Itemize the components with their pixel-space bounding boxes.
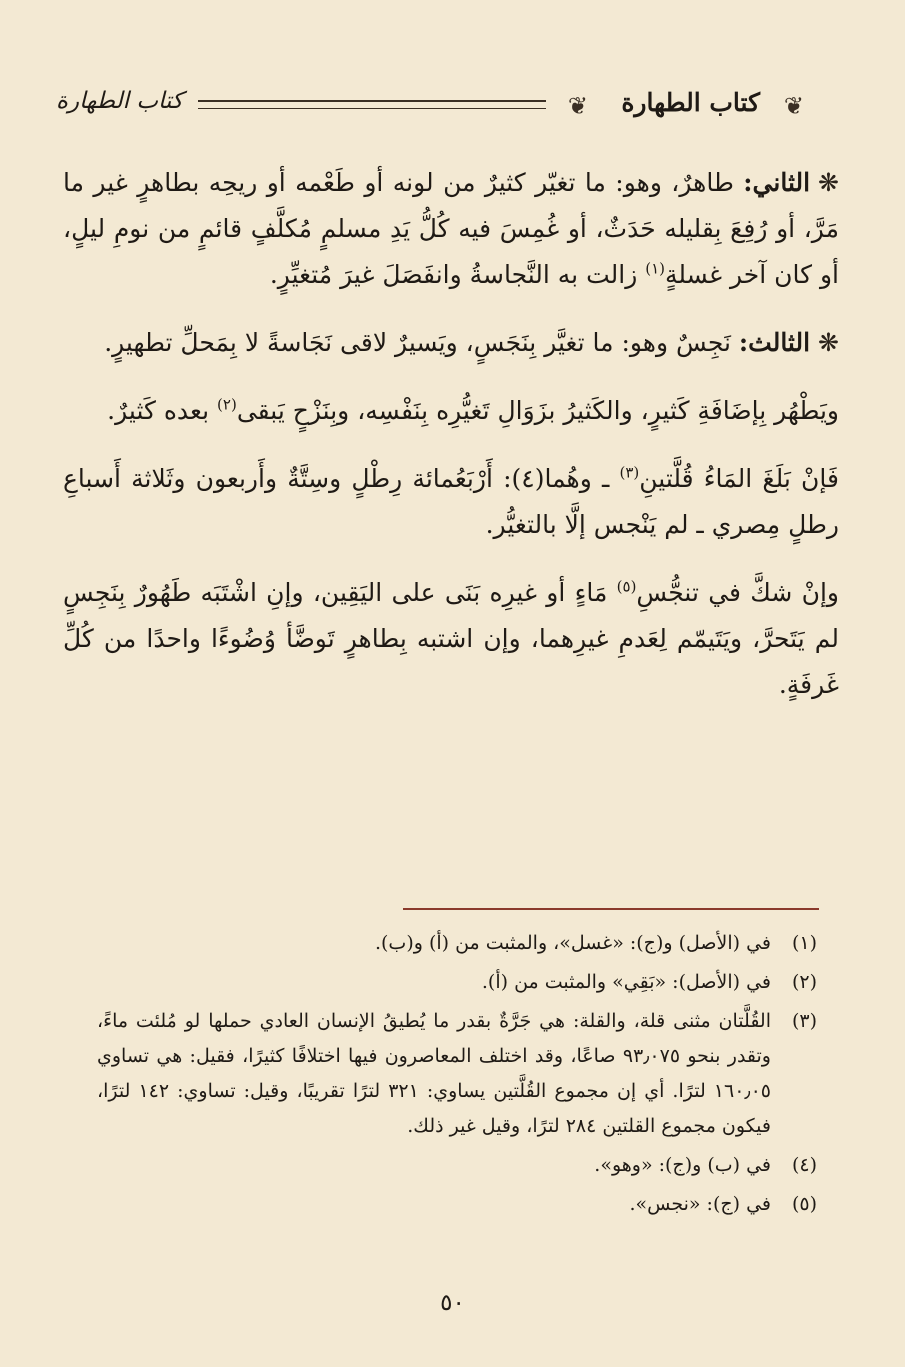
header-title: كتاب الطهارة [621,88,760,117]
footnote-ref[interactable]: (٥) [616,577,637,596]
paragraph-text: ـ وهُما(٤): أَرْبَعُمائة رِطْلٍ وسِتَّةٌ وأَربعون وثَلاثة أَسباعِ رطلٍ مِصري ـ لم يَنْجس إلَّا بالتغيُّر. [63,464,839,539]
paragraph-text: فَإنْ بَلَغَ المَاءُ قُلَّتينِ [639,464,839,493]
paragraph-text: زالت به النَّجاسةُ وانفَصَلَ غيرَ مُتغيِّرٍ. [269,260,646,289]
paragraph [63,570,839,708]
footnote-text: في (الأصل) و(ج): «غسل»، والمثبت من (أ) و(ب). [374,932,771,954]
footnote-number: (٣) [791,1010,817,1032]
paragraph [63,160,839,298]
paragraph-heading: الثاني: [743,168,811,197]
ornament-icon: ❦ [567,92,588,120]
footnotes [97,926,817,1226]
footnote [97,1004,817,1144]
footnote [97,965,817,1000]
footnote-number: (١) [791,932,817,954]
paragraph [63,456,839,548]
footnote [97,926,817,961]
paragraph [63,320,839,366]
footnote-number: (٤) [791,1154,817,1176]
header-rule [198,100,546,109]
paragraph-text: طاهرٌ، وهو: ما تغيّر كثيرٌ من لونه أو طَعْمه أو ريحِه بطاهرٍ غير ما مَرَّ، أو رُفِعَ بِقليله حَدَثٌ، أو غُمِسَ فيه كُلُّ يَدِ مسلمٍ مُكلَّفٍ قائمٍ من نومِ ليلٍ، أو كان آخر غسلةٍ [63,168,839,289]
footnote [97,1187,817,1222]
paragraph-text: مَاءٍ أو غيرِه بَنَى على اليَقِين، وإنِ اشْتَبَه طَهُورٌ بِنَجِسٍ لم يَتَحرَّ، ويَتَيمّم لِعَدمِ غيرِهما، وإن اشتبه بِطاهرٍ تَوضَّأ وُضُوءًا واحدًا من كُلِّ غَرفَةٍ. [63,578,839,699]
paragraph-text: نَجِسٌ وهو: ما تغيَّر بِنَجَسٍ، ويَسيرٌ لاقى نَجَاسةً لا بِمَحلِّ تطهيرٍ. [104,328,731,357]
star-icon: ❋ [818,168,839,197]
paragraph-text: ويَطْهُر بِإضَافَةِ كَثيرٍ، والكَثيرُ بزَوَالِ تَغيُّرِه بِنَفْسِه، وبِنَزْحٍ يَبقى [236,396,839,425]
paragraph-text: بعده كَثيرٌ. [107,396,218,425]
footnote-text: في (ج): «نجس». [629,1193,771,1215]
footnote-divider [403,908,819,910]
footnote-ref[interactable]: (٢) [217,395,237,414]
paragraph-heading: الثالث: [738,328,811,357]
header-short-title: كتاب الطهارة [56,88,183,114]
footnote-text: القُلَّتان مثنى قلة، والقلة: هي جَرَّةٌ بقدر ما يُطيقُ الإنسان العادي حملها لو مُلئت ماءً، وتقدر بنحو ٩٣٫٠٧٥ صاعًا، وقد اختلف المعاصرون فيها اختلافًا كثيرًا، فقيل: هي تساوي ١٦٠٫٠٥ لترًا. أي إن مجموع القُلَّتين يساوي: ٣٢١ لترًا تقريبًا، وقيل: تساوي: ١٤٢ لترًا، فيكون مجموع القلتين ٢٨٤ لترًا، وقيل غير ذلك. [97,1010,771,1137]
footnote-text: في (الأصل): «بَقِي» والمثبت من (أ). [481,971,771,993]
footnote-text: في (ب) و(ج): «وهو». [594,1154,771,1176]
paragraph [63,388,839,434]
main-text [63,160,839,730]
star-icon: ❋ [818,328,839,357]
footnote-ref[interactable]: (٣) [619,463,640,482]
footnote-ref[interactable]: (١) [645,259,665,278]
page-number: ٥٠ [440,1290,465,1316]
running-header [56,86,804,130]
footnote [97,1148,817,1183]
footnote-number: (٢) [791,971,817,993]
ornament-icon: ❦ [783,92,804,120]
paragraph-text: وإنْ شكَّ في تنجُّسِ [636,578,839,607]
footnote-number: (٥) [791,1193,817,1215]
